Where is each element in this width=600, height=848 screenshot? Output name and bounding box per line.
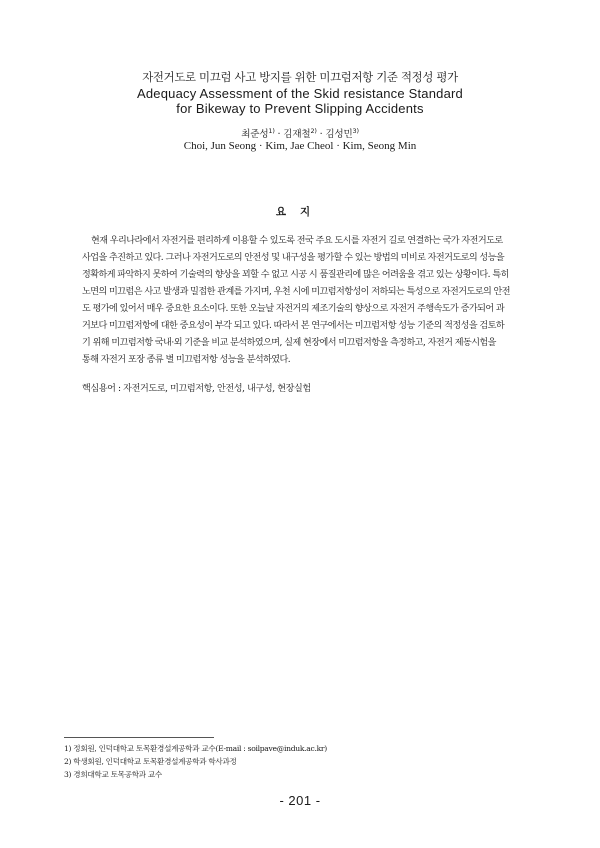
- footnote-divider: [64, 737, 214, 738]
- author-1-name: 최준성: [241, 129, 269, 140]
- author-separator: ·: [277, 129, 281, 140]
- abstract-line: 노면의 미끄럼은 사고 발생과 밀접한 관계를 가지며, 우천 시에 미끄럼저항성이 저하되는 특성으로 자전거도로의 안전: [82, 287, 511, 297]
- authors-korean: [0, 126, 600, 140]
- authors-english: Choi, Jun Seong · Kim, Jae Cheol · Kim, Seong Min: [183, 140, 417, 152]
- footnote-1: 1) 정회원, 인덕대학교 토목환경설계공학과 교수(E-mail : soilpave@induk.ac.kr): [64, 744, 327, 753]
- abstract-line: 거보다 미끄럼저항에 대한 중요성이 부각 되고 있다. 따라서 본 연구에서는 미끄럼저항 성능 기준의 적정성을 검토하: [82, 321, 505, 331]
- title-english-line1: Adequacy Assessment of the Skid resistance Standard: [137, 86, 463, 101]
- abstract-line: 정확하게 파악하지 못하여 기술력의 향상을 꾀할 수 없고 시공 시 품질관리에 많은 어려움을 겪고 있는 상황이다. 특히: [82, 270, 509, 280]
- author-2-mark: 2): [310, 126, 317, 135]
- keywords: 핵심용어 : 자전거도로, 미끄럼저항, 안전성, 내구성, 현장실험: [82, 384, 311, 394]
- abstract-line: 사업을 추진하고 있다. 그러나 자전거도로의 안전성 및 내구성을 평가할 수 있는 방법의 미비로 자전거도로의 성능을: [82, 253, 505, 263]
- author-3-mark: 3): [352, 126, 359, 135]
- footnote-2: 2) 학생회원, 인덕대학교 토목환경설계공학과 학사과정: [64, 757, 237, 766]
- footnote-3: 3) 경희대학교 토목공학과 교수: [64, 770, 162, 779]
- abstract-line: 통해 자전거 포장 종류 별 미끄럼저항 성능을 분석하였다.: [82, 355, 291, 365]
- title-english-line2: for Bikeway to Prevent Slipping Accidents: [176, 101, 424, 116]
- author-3-name: 김성민: [325, 129, 353, 140]
- page-number: - 201 -: [279, 793, 321, 808]
- author-separator: ·: [319, 129, 323, 140]
- author-1-mark: 1): [268, 126, 275, 135]
- abstract-line: 도 평가에 있어서 매우 중요한 요소이다. 또한 오늘날 자전거의 제조기술의 향상으로 자전거 주행속도가 증가되어 과: [82, 304, 505, 314]
- abstract-line: 기 위해 미끄럼저항 국내·외 기준을 비교 분석하였으며, 실제 현장에서 미끄럼저항을 측정하고, 자전거 제동시험을: [82, 338, 496, 348]
- author-2-name: 김재철: [283, 129, 311, 140]
- abstract-line: 현재 우리나라에서 자전거를 편리하게 이용할 수 있도록 전국 주요 도시를 자전거 길로 연결하는 국가 자전거도로: [91, 236, 503, 246]
- abstract-heading: 요지: [275, 206, 325, 218]
- title-korean: 자전거도로 미끄럼 사고 방지를 위한 미끄럼저항 기준 적정성 평가: [142, 70, 458, 84]
